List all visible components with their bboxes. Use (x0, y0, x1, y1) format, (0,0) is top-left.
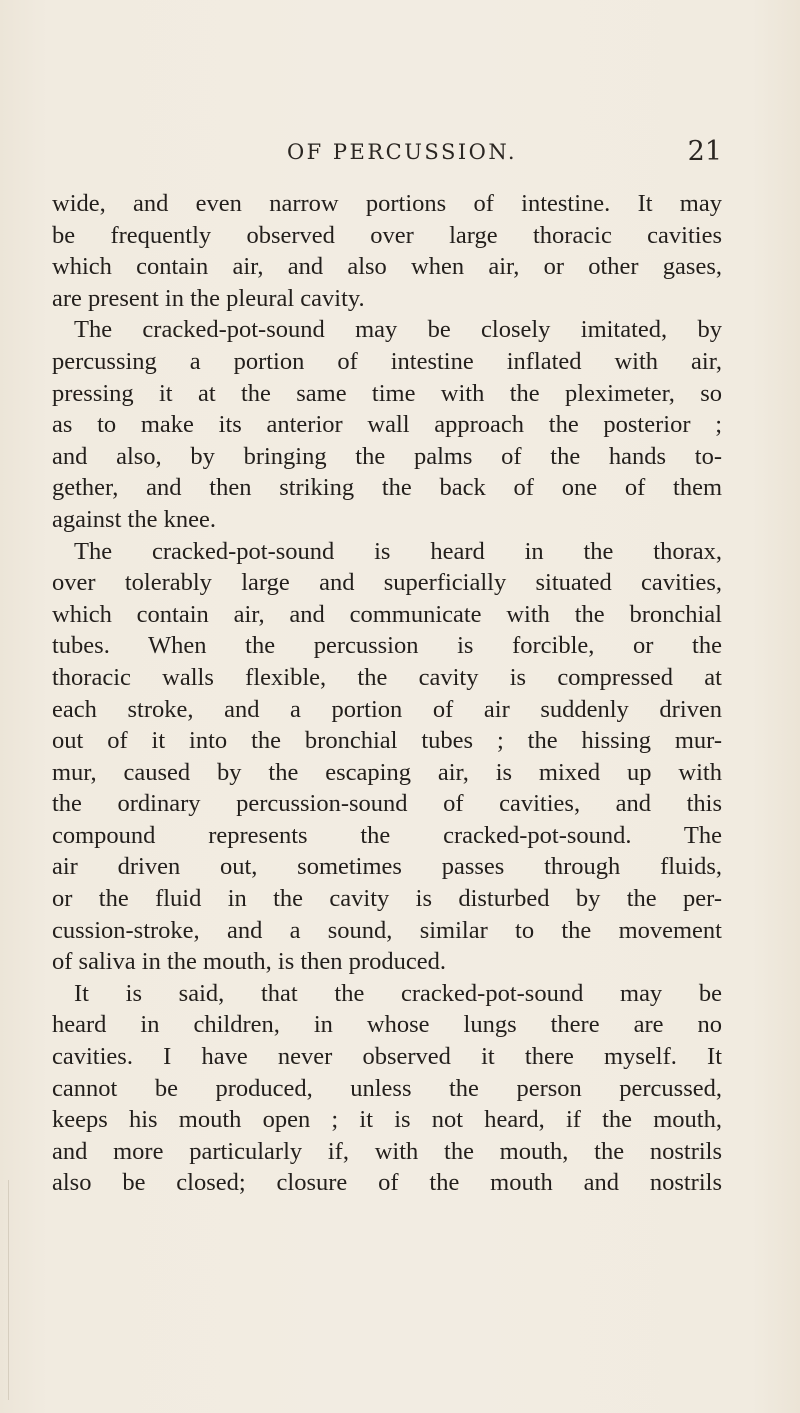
text-line: out of it into the bronchial tubes ; the hissing mur- (52, 727, 722, 755)
text-line: heard in children, in whose lungs there are no (52, 1011, 722, 1039)
text-line: also be closed; closure of the mouth and nostrils (52, 1169, 722, 1197)
text-line: mur, caused by the escaping air, is mixed up with (52, 758, 722, 786)
text-line: thoracic walls flexible, the cavity is compressed at (52, 663, 722, 691)
text-line: gether, and then striking the back of one of them (52, 474, 722, 502)
text-line: The cracked-pot-sound is heard in the thorax, (74, 537, 722, 565)
running-title: OF PERCUSSION. (286, 140, 518, 164)
text-line: or the fluid in the cavity is disturbed by the per- (52, 885, 722, 913)
body-text (52, 188, 722, 1199)
text-line: keeps his mouth open ; it is not heard, if the mouth, (52, 1106, 722, 1134)
text-line: are present in the pleural cavity. (52, 284, 365, 312)
text-line: wide, and even narrow portions of intestine. It may (52, 190, 722, 217)
text-line: air driven out, sometimes passes through fluids, (52, 853, 722, 881)
text-line: be frequently observed over large thoracic cavities (52, 221, 722, 249)
text-line: tubes. When the percussion is forcible, or the (52, 632, 722, 660)
text-line: percussing a portion of intestine inflated with air, (52, 347, 722, 375)
text-line: as to make its anterior wall approach the posterior ; (52, 411, 722, 439)
text-line: of saliva in the mouth, is then produced. (52, 948, 446, 976)
text-line: cavities. I have never observed it there myself. It (52, 1043, 722, 1071)
text-line: cussion-stroke, and a sound, similar to the movement (52, 916, 722, 944)
text-line: compound represents the cracked-pot-sound. The (52, 821, 722, 849)
text-line: over tolerably large and superficially situated cavities, (52, 569, 722, 597)
text-line: against the knee. (52, 505, 216, 533)
running-head (82, 136, 722, 176)
text-line: which contain air, and also when air, or other gases, (52, 253, 722, 281)
gutter-shadow (8, 1180, 9, 1400)
text-line: The cracked-pot-sound may be closely imitated, by (74, 316, 722, 344)
text-line: each stroke, and a portion of air suddenly driven (52, 695, 722, 723)
text-line: pressing it at the same time with the pleximeter, so (52, 379, 722, 407)
page-number: 21 (687, 136, 722, 167)
text-line: which contain air, and communicate with the bronchial (52, 600, 722, 628)
text-line: the ordinary percussion-sound of cavities, and this (52, 790, 722, 818)
text-line: and more particularly if, with the mouth, the nostrils (52, 1137, 722, 1165)
text-line: and also, by bringing the palms of the hands to- (52, 442, 722, 470)
text-line: It is said, that the cracked-pot-sound may be (74, 979, 722, 1007)
text-line: cannot be produced, unless the person percussed, (52, 1074, 722, 1102)
